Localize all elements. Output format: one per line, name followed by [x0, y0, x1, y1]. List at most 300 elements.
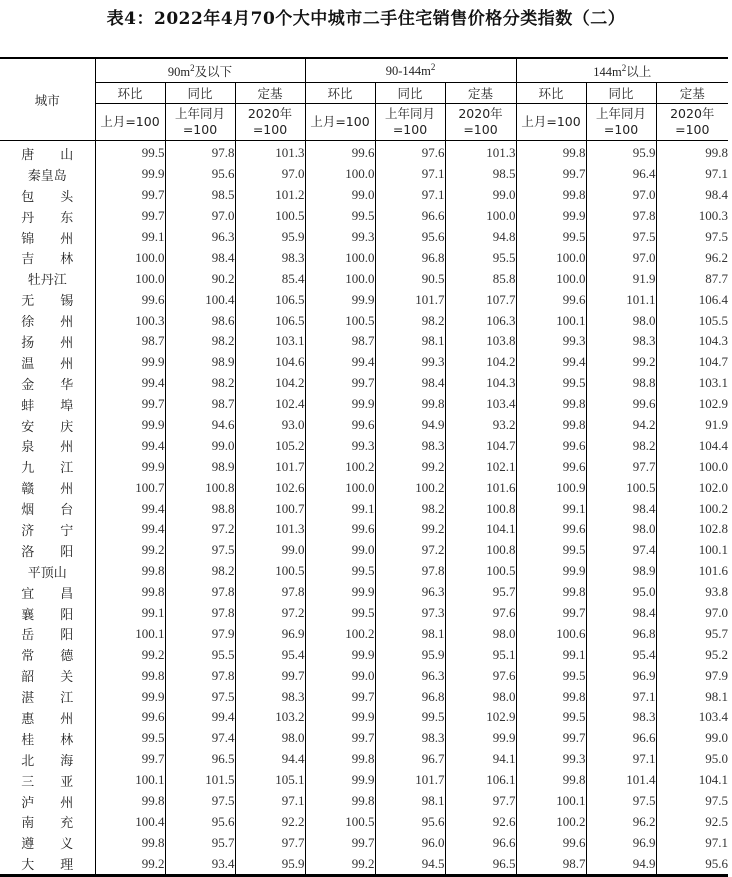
index-value: 101.2 — [235, 185, 305, 206]
index-value: 97.8 — [235, 582, 305, 603]
index-value: 100.7 — [95, 477, 165, 498]
index-value: 98.3 — [586, 331, 656, 352]
index-value: 99.3 — [516, 749, 586, 770]
city-name: 岳 阳 — [21, 628, 74, 644]
index-value: 99.9 — [445, 728, 516, 749]
index-value: 97.1 — [586, 749, 656, 770]
index-value: 97.6 — [445, 665, 516, 686]
index-value: 96.6 — [586, 728, 656, 749]
index-value: 100.2 — [375, 477, 445, 498]
index-value: 92.6 — [445, 812, 516, 833]
city-name: 三 亚 — [21, 774, 74, 790]
index-value: 99.4 — [516, 352, 586, 373]
index-value: 100.0 — [516, 268, 586, 289]
index-value: 98.4 — [586, 603, 656, 624]
city-name: 温 州 — [21, 356, 74, 372]
index-value: 97.0 — [235, 164, 305, 185]
index-value: 99.4 — [95, 373, 165, 394]
city-name: 宜 昌 — [21, 586, 74, 602]
base-line-1: 上月=100 — [521, 114, 581, 129]
index-value: 95.4 — [235, 644, 305, 665]
city-name: 扬 州 — [21, 335, 74, 351]
city-name: 烟 台 — [21, 503, 74, 519]
index-value: 98.8 — [165, 498, 235, 519]
index-value: 99.9 — [305, 582, 375, 603]
index-value: 100.5 — [586, 477, 656, 498]
base-header-mom — [516, 104, 586, 141]
index-value: 100.2 — [656, 498, 728, 519]
index-value: 93.8 — [656, 582, 728, 603]
index-value: 97.1 — [375, 164, 445, 185]
index-value: 91.9 — [586, 268, 656, 289]
index-value: 99.6 — [95, 707, 165, 728]
base-line-2: =100 — [392, 122, 428, 137]
index-value: 98.7 — [165, 394, 235, 415]
index-value: 96.6 — [375, 206, 445, 227]
index-value: 100.7 — [235, 498, 305, 519]
table-row — [0, 268, 728, 289]
base-header-yoy — [375, 104, 445, 141]
index-value: 96.8 — [586, 623, 656, 644]
index-value: 100.0 — [95, 247, 165, 268]
base-header-yoy — [165, 104, 235, 141]
index-value: 99.3 — [516, 331, 586, 352]
index-value: 99.4 — [305, 352, 375, 373]
index-value: 99.9 — [305, 770, 375, 791]
index-value: 101.6 — [656, 561, 728, 582]
index-value: 93.0 — [235, 415, 305, 436]
index-value: 101.4 — [586, 770, 656, 791]
index-value: 99.8 — [305, 749, 375, 770]
index-value: 106.3 — [445, 310, 516, 331]
table-row — [0, 540, 728, 561]
index-value: 94.8 — [445, 227, 516, 248]
index-value: 100.1 — [656, 540, 728, 561]
index-value: 95.7 — [656, 623, 728, 644]
index-value: 96.3 — [165, 227, 235, 248]
table-row — [0, 247, 728, 268]
index-value: 97.9 — [165, 623, 235, 644]
index-value: 99.6 — [516, 435, 586, 456]
index-value: 106.5 — [235, 289, 305, 310]
index-value: 97.1 — [656, 832, 728, 853]
group-header-over-144: $144m^2$以上 — [516, 58, 728, 83]
index-value: 100.5 — [235, 206, 305, 227]
index-value: 99.9 — [516, 561, 586, 582]
base-header-fixed-base — [656, 104, 728, 141]
index-value: 99.3 — [305, 227, 375, 248]
index-value: 99.9 — [95, 686, 165, 707]
city-name: 湛 江 — [21, 691, 74, 707]
index-value: 99.5 — [375, 707, 445, 728]
table-row — [0, 227, 728, 248]
index-value: 99.6 — [586, 394, 656, 415]
index-value: 99.5 — [95, 728, 165, 749]
base-line-2: =100 — [182, 122, 218, 137]
index-value: 99.8 — [95, 582, 165, 603]
city-name: 安 庆 — [21, 419, 74, 435]
index-value: 104.2 — [445, 352, 516, 373]
index-value: 97.5 — [165, 686, 235, 707]
index-value: 97.6 — [445, 603, 516, 624]
index-value: 99.5 — [95, 141, 165, 164]
index-value: 104.1 — [656, 770, 728, 791]
index-value: 105.2 — [235, 435, 305, 456]
group-header-90-144: $90-144m^2$ — [305, 58, 516, 83]
index-value: 103.2 — [235, 707, 305, 728]
index-value: 97.8 — [165, 603, 235, 624]
table-row — [0, 749, 728, 770]
table-row — [0, 623, 728, 644]
index-value: 99.9 — [305, 644, 375, 665]
city-name: 南 充 — [21, 816, 74, 832]
index-value: 97.7 — [445, 791, 516, 812]
index-value: 95.0 — [656, 749, 728, 770]
index-value: 90.2 — [165, 268, 235, 289]
index-value: 99.3 — [305, 435, 375, 456]
index-value: 96.3 — [375, 582, 445, 603]
city-name: 惠 州 — [21, 711, 74, 727]
index-value: 99.9 — [516, 206, 586, 227]
index-value: 99.7 — [95, 206, 165, 227]
index-value: 100.3 — [95, 310, 165, 331]
base-line-2: =100 — [252, 122, 288, 137]
index-value: 96.7 — [375, 749, 445, 770]
index-value: 99.9 — [95, 415, 165, 436]
base-line-1: 2020年 — [458, 106, 503, 121]
index-value: 95.2 — [656, 644, 728, 665]
city-name: 洛 阳 — [21, 544, 74, 560]
index-value: 99.8 — [516, 770, 586, 791]
index-value: 95.6 — [656, 853, 728, 875]
index-value: 99.8 — [516, 686, 586, 707]
index-value: 100.0 — [305, 477, 375, 498]
index-value: 99.9 — [95, 456, 165, 477]
index-value: 87.7 — [656, 268, 728, 289]
index-value: 96.8 — [375, 247, 445, 268]
table-row — [0, 686, 728, 707]
city-name: 济 宁 — [21, 523, 74, 539]
index-value: 101.7 — [235, 456, 305, 477]
index-value: 100.8 — [445, 540, 516, 561]
index-value: 96.6 — [445, 832, 516, 853]
index-value: 95.4 — [586, 644, 656, 665]
sub-header-fixed-base: 定基 — [656, 83, 728, 104]
city-name: 吉 林 — [21, 252, 74, 268]
index-value: 99.7 — [516, 603, 586, 624]
index-value: 97.5 — [165, 791, 235, 812]
index-value: 97.3 — [375, 603, 445, 624]
index-value: 99.9 — [305, 394, 375, 415]
index-value: 97.5 — [586, 791, 656, 812]
index-value: 96.2 — [656, 247, 728, 268]
index-value: 102.9 — [445, 707, 516, 728]
table-row — [0, 477, 728, 498]
index-value: 100.6 — [516, 623, 586, 644]
index-value: 99.0 — [445, 185, 516, 206]
index-value: 98.8 — [586, 373, 656, 394]
index-value: 98.9 — [165, 352, 235, 373]
index-value: 100.2 — [305, 456, 375, 477]
index-value: 98.3 — [235, 686, 305, 707]
index-value: 99.8 — [516, 582, 586, 603]
index-value: 99.0 — [305, 540, 375, 561]
index-value: 98.7 — [305, 331, 375, 352]
index-value: 98.0 — [586, 310, 656, 331]
index-value: 85.4 — [235, 268, 305, 289]
index-value: 97.0 — [586, 247, 656, 268]
city-name: 大 理 — [21, 858, 74, 874]
index-value: 95.5 — [445, 247, 516, 268]
index-value: 97.8 — [165, 141, 235, 164]
index-value: 95.9 — [586, 141, 656, 164]
index-value: 96.4 — [586, 164, 656, 185]
table-row — [0, 812, 728, 833]
index-value: 99.6 — [516, 289, 586, 310]
table-row — [0, 185, 728, 206]
base-header-fixed-base — [445, 104, 516, 141]
index-value: 99.8 — [95, 561, 165, 582]
index-value: 99.9 — [305, 707, 375, 728]
index-value: 98.9 — [165, 456, 235, 477]
index-value: 100.0 — [95, 268, 165, 289]
index-value: 107.7 — [445, 289, 516, 310]
index-value: 94.4 — [235, 749, 305, 770]
index-value: 98.1 — [375, 331, 445, 352]
index-value: 99.9 — [305, 289, 375, 310]
index-value: 96.9 — [235, 623, 305, 644]
index-value: 96.5 — [445, 853, 516, 875]
base-line-1: 2020年 — [670, 106, 715, 121]
index-value: 103.1 — [235, 331, 305, 352]
index-value: 99.3 — [375, 352, 445, 373]
index-value: 96.8 — [375, 686, 445, 707]
index-value: 99.4 — [95, 519, 165, 540]
index-value: 98.2 — [375, 310, 445, 331]
index-value: 99.8 — [656, 141, 728, 164]
index-value: 99.4 — [95, 498, 165, 519]
index-value: 97.8 — [165, 582, 235, 603]
index-value: 100.1 — [516, 791, 586, 812]
table-row — [0, 164, 728, 185]
index-value: 100.2 — [516, 812, 586, 833]
index-value: 99.7 — [95, 185, 165, 206]
index-value: 102.8 — [656, 519, 728, 540]
index-value: 106.4 — [656, 289, 728, 310]
index-value: 99.5 — [516, 665, 586, 686]
index-value: 101.3 — [445, 141, 516, 164]
index-value: 99.8 — [516, 141, 586, 164]
index-value: 94.2 — [586, 415, 656, 436]
table-row — [0, 456, 728, 477]
city-name: 襄 阳 — [21, 607, 74, 623]
index-value: 99.7 — [95, 394, 165, 415]
index-value: 101.7 — [375, 289, 445, 310]
base-line-1: 上月=100 — [310, 114, 370, 129]
index-value: 98.0 — [445, 623, 516, 644]
table-row — [0, 519, 728, 540]
table-row — [0, 853, 728, 875]
index-value: 102.4 — [235, 394, 305, 415]
index-value: 99.6 — [516, 832, 586, 853]
table-row — [0, 141, 728, 164]
index-value: 98.2 — [165, 561, 235, 582]
index-value: 92.5 — [656, 812, 728, 833]
index-value: 99.2 — [95, 853, 165, 875]
city-name: 丹 东 — [21, 210, 74, 226]
index-value: 103.4 — [656, 707, 728, 728]
index-value: 100.8 — [165, 477, 235, 498]
index-value: 101.6 — [445, 477, 516, 498]
index-value: 96.9 — [586, 832, 656, 853]
table-row — [0, 561, 728, 582]
index-value: 99.0 — [305, 185, 375, 206]
index-value: 100.0 — [305, 268, 375, 289]
index-value: 96.2 — [586, 812, 656, 833]
table-row — [0, 394, 728, 415]
index-value: 97.9 — [656, 665, 728, 686]
index-value: 99.8 — [305, 791, 375, 812]
index-value: 100.2 — [305, 623, 375, 644]
index-value: 95.1 — [445, 644, 516, 665]
city-name: 桂 林 — [21, 732, 74, 748]
index-value: 95.6 — [165, 812, 235, 833]
index-value: 106.1 — [445, 770, 516, 791]
table-row — [0, 665, 728, 686]
city-name: 平顶山 — [27, 565, 67, 581]
index-value: 94.5 — [375, 853, 445, 875]
index-value: 104.6 — [235, 352, 305, 373]
index-value: 100.5 — [305, 812, 375, 833]
index-value: 101.3 — [235, 519, 305, 540]
table-row — [0, 728, 728, 749]
index-value: 102.6 — [235, 477, 305, 498]
index-value: 94.9 — [375, 415, 445, 436]
index-value: 104.7 — [656, 352, 728, 373]
index-value: 102.1 — [445, 456, 516, 477]
index-value: 97.2 — [235, 603, 305, 624]
index-value: 99.2 — [375, 456, 445, 477]
index-value: 97.2 — [375, 540, 445, 561]
index-value: 98.0 — [235, 728, 305, 749]
sub-header-yoy: 同比 — [375, 83, 445, 104]
index-value: 99.5 — [305, 561, 375, 582]
index-value: 98.4 — [586, 498, 656, 519]
index-value: 97.1 — [235, 791, 305, 812]
index-value: 99.8 — [375, 394, 445, 415]
index-value: 98.3 — [586, 707, 656, 728]
city-name: 泉 州 — [21, 440, 74, 456]
index-value: 98.5 — [445, 164, 516, 185]
index-value: 99.1 — [516, 644, 586, 665]
index-value: 99.7 — [305, 373, 375, 394]
base-line-1: 2020年 — [247, 106, 293, 121]
index-value: 98.3 — [375, 435, 445, 456]
index-value: 95.6 — [165, 164, 235, 185]
table-row — [0, 644, 728, 665]
index-value: 98.1 — [656, 686, 728, 707]
index-value: 98.5 — [165, 185, 235, 206]
index-value: 95.7 — [445, 582, 516, 603]
index-value: 97.1 — [586, 686, 656, 707]
table-row — [0, 707, 728, 728]
sub-header-yoy: 同比 — [586, 83, 656, 104]
index-value: 95.5 — [165, 644, 235, 665]
base-line-1: 上年同月 — [596, 106, 647, 121]
index-value: 99.6 — [95, 289, 165, 310]
index-value: 100.0 — [516, 247, 586, 268]
index-value: 92.2 — [235, 812, 305, 833]
index-value: 97.8 — [586, 206, 656, 227]
price-index-table — [0, 57, 728, 877]
index-value: 99.4 — [165, 707, 235, 728]
index-value: 98.0 — [445, 686, 516, 707]
index-value: 97.0 — [586, 185, 656, 206]
index-value: 97.1 — [656, 164, 728, 185]
index-value: 98.9 — [586, 561, 656, 582]
index-value: 99.6 — [305, 415, 375, 436]
index-value: 97.4 — [586, 540, 656, 561]
index-value: 98.3 — [375, 728, 445, 749]
index-value: 99.7 — [305, 686, 375, 707]
index-value: 93.2 — [445, 415, 516, 436]
index-value: 99.8 — [516, 185, 586, 206]
index-value: 101.5 — [165, 770, 235, 791]
index-value: 99.6 — [305, 519, 375, 540]
index-value: 99.0 — [305, 665, 375, 686]
index-value: 103.1 — [656, 373, 728, 394]
table-row — [0, 770, 728, 791]
index-value: 98.1 — [375, 791, 445, 812]
index-value: 99.0 — [235, 540, 305, 561]
index-value: 99.8 — [95, 665, 165, 686]
index-value: 100.5 — [305, 310, 375, 331]
index-value: 95.9 — [235, 853, 305, 875]
index-value: 100.5 — [445, 561, 516, 582]
table-row — [0, 582, 728, 603]
index-value: 94.1 — [445, 749, 516, 770]
index-value: 100.3 — [656, 206, 728, 227]
index-value: 105.1 — [235, 770, 305, 791]
index-value: 97.7 — [586, 456, 656, 477]
base-header-fixed-base — [235, 104, 305, 141]
index-value: 100.0 — [305, 247, 375, 268]
index-value: 99.7 — [305, 728, 375, 749]
index-value: 98.1 — [375, 623, 445, 644]
index-value: 91.9 — [656, 415, 728, 436]
index-value: 99.7 — [516, 164, 586, 185]
index-value: 99.8 — [95, 791, 165, 812]
index-value: 104.7 — [445, 435, 516, 456]
sub-header-mom: 环比 — [305, 83, 375, 104]
table-row — [0, 498, 728, 519]
index-value: 100.5 — [235, 561, 305, 582]
index-value: 99.7 — [95, 749, 165, 770]
index-value: 104.3 — [656, 331, 728, 352]
city-name: 常 德 — [21, 649, 74, 665]
city-column-header: 城市 — [0, 58, 95, 141]
index-value: 95.0 — [586, 582, 656, 603]
index-value: 97.0 — [165, 206, 235, 227]
group-header-under-90: $90m^2$及以下 — [95, 58, 305, 83]
index-value: 106.5 — [235, 310, 305, 331]
city-name: 北 海 — [21, 753, 74, 769]
index-value: 97.2 — [165, 519, 235, 540]
index-value: 85.8 — [445, 268, 516, 289]
index-value: 97.0 — [656, 603, 728, 624]
index-value: 99.1 — [516, 498, 586, 519]
index-value: 96.5 — [165, 749, 235, 770]
